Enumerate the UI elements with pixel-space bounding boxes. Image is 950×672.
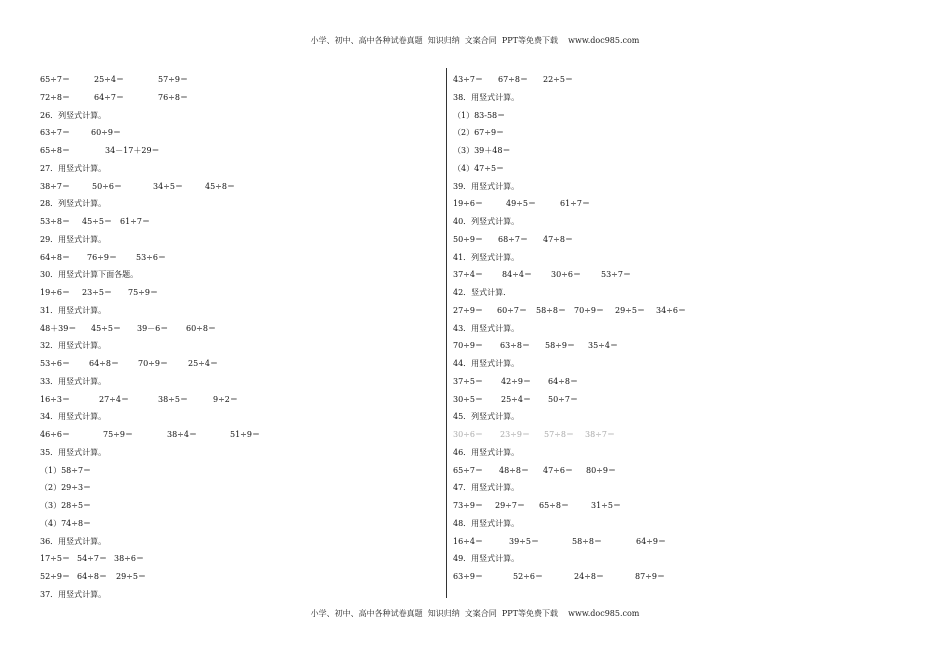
- problem-item: 75÷9＝: [128, 288, 158, 297]
- line-text: 26．列竖式计算。: [40, 110, 107, 120]
- question-line: [453, 178, 913, 196]
- problem-item: 54÷7＝: [77, 554, 107, 564]
- problem-item: 57÷8＝: [544, 430, 574, 439]
- problem-item: 60÷8＝: [186, 323, 216, 333]
- problem-item: 29÷7＝: [495, 501, 525, 510]
- problem-item: 63÷8＝: [500, 341, 530, 351]
- problem-item: 60÷9＝: [91, 128, 121, 138]
- problem-item: 47÷8＝: [543, 234, 573, 244]
- problem-item: 25÷4＝: [501, 394, 531, 404]
- problem-item: 16÷4＝: [453, 536, 483, 546]
- question-line: [40, 195, 435, 213]
- page-header: 小学、初中、高中各种试卷真题 知识归纳 文案合同 PPT等免费下载 www.doc985.com: [310, 36, 640, 45]
- problem-row: [453, 302, 913, 320]
- problem-row: [40, 426, 435, 444]
- line-text: 42．竖式计算．: [453, 288, 512, 297]
- problem-item: 52÷9＝: [40, 572, 70, 581]
- question-line: [40, 515, 435, 533]
- problem-item: 34÷5＝: [153, 181, 183, 191]
- problem-item: 42÷9＝: [501, 376, 531, 386]
- problem-row: [453, 497, 913, 515]
- problem-row: [453, 231, 913, 249]
- line-text: （2）67÷9＝: [453, 128, 505, 138]
- problem-item: 58÷9＝: [545, 341, 575, 351]
- line-text: （2）29÷3＝: [40, 483, 92, 493]
- problem-item: 60÷7＝: [497, 305, 527, 315]
- column-divider: [446, 68, 447, 598]
- problem-item: 64÷8＝: [89, 359, 119, 368]
- problem-item: 64÷7＝: [94, 92, 124, 102]
- problem-row: [453, 533, 913, 551]
- problem-item: 30÷6＝: [551, 270, 581, 280]
- line-text: 45．列竖式计算。: [453, 412, 520, 422]
- problem-item: 70÷9＝: [453, 341, 483, 351]
- problem-item: 49÷5＝: [506, 199, 536, 209]
- problem-row: [40, 284, 435, 302]
- problem-item: 48＋39＝: [40, 323, 77, 333]
- problem-row: [40, 249, 435, 267]
- problem-item: 64÷8＝: [40, 252, 70, 262]
- problem-item: 80÷9＝: [586, 465, 616, 475]
- problem-item: 29÷5＝: [116, 572, 146, 581]
- problem-row: [453, 426, 913, 444]
- question-line: [40, 302, 435, 320]
- line-text: 44．用竖式计算。: [453, 359, 520, 368]
- line-text: 48．用竖式计算。: [453, 518, 520, 528]
- problem-item: 38÷6＝: [114, 554, 144, 564]
- problem-item: 16÷3＝: [40, 394, 70, 404]
- problem-item: 70÷9＝: [574, 305, 604, 315]
- problem-item: 70÷9＝: [138, 359, 168, 368]
- problem-item: 24÷8＝: [574, 572, 604, 581]
- question-line: [453, 89, 913, 107]
- problem-item: 48÷8＝: [499, 465, 529, 475]
- question-line: [453, 142, 913, 160]
- problem-row: [453, 568, 913, 586]
- problem-item: 65÷7＝: [40, 75, 70, 84]
- problem-item: 67÷8＝: [498, 75, 528, 84]
- question-line: [453, 249, 913, 267]
- problem-item: 65÷8＝: [539, 501, 569, 510]
- question-line: [453, 444, 913, 462]
- problem-item: 27÷9＝: [453, 305, 483, 315]
- question-line: [453, 107, 913, 125]
- question-line: [453, 320, 913, 338]
- problem-item: 38÷7＝: [585, 430, 615, 439]
- line-text: 31．用竖式计算。: [40, 305, 107, 315]
- problem-item: 52÷6＝: [513, 572, 543, 581]
- problem-row: [453, 266, 913, 284]
- problem-item: 35÷4＝: [588, 341, 618, 351]
- problem-row: [453, 71, 913, 89]
- problem-row: [40, 568, 435, 586]
- problem-item: 43÷7＝: [453, 75, 483, 84]
- problem-item: 30÷5＝: [453, 394, 483, 404]
- problem-item: 19÷6＝: [40, 288, 70, 297]
- problem-item: 64÷8＝: [77, 572, 107, 581]
- problem-row: [40, 124, 435, 142]
- problem-item: 38÷7＝: [40, 181, 70, 191]
- line-text: （1）58÷7＝: [40, 465, 92, 475]
- problem-item: 39÷5＝: [509, 536, 539, 546]
- problem-item: 75÷9＝: [103, 430, 133, 439]
- line-text: 32．用竖式计算。: [40, 341, 107, 351]
- problem-item: 53÷7＝: [601, 270, 631, 280]
- left-column: [40, 71, 435, 604]
- question-line: [453, 355, 913, 373]
- question-line: [40, 373, 435, 391]
- problem-item: 29÷5＝: [615, 305, 645, 315]
- line-text: （3）28÷5＝: [40, 501, 92, 510]
- line-text: （4）47÷5＝: [453, 163, 505, 173]
- problem-item: 65÷8＝: [40, 146, 70, 155]
- problem-row: [453, 373, 913, 391]
- line-text: 43．用竖式计算。: [453, 323, 520, 333]
- problem-item: 73÷9＝: [453, 501, 483, 510]
- question-line: [453, 124, 913, 142]
- problem-item: 65÷7＝: [453, 465, 483, 475]
- question-line: [40, 160, 435, 178]
- problem-item: 34÷6＝: [656, 305, 686, 315]
- question-line: [453, 160, 913, 178]
- problem-item: 38÷4＝: [167, 430, 197, 439]
- question-line: [40, 444, 435, 462]
- line-text: 35．用竖式计算。: [40, 447, 107, 457]
- question-line: [40, 337, 435, 355]
- problem-item: 68÷7＝: [498, 234, 528, 244]
- problem-item: 76÷9＝: [87, 252, 117, 262]
- problem-item: 17÷5＝: [40, 554, 70, 564]
- problem-item: 25÷4＝: [188, 359, 218, 368]
- problem-item: 45÷5＝: [82, 217, 112, 226]
- line-text: 33．用竖式计算。: [40, 376, 107, 386]
- problem-item: 37÷4＝: [453, 270, 483, 280]
- problem-item: 22÷5＝: [543, 75, 573, 84]
- problem-item: 87÷9＝: [635, 572, 665, 581]
- line-text: 36．用竖式计算。: [40, 536, 107, 546]
- problem-item: 53÷8＝: [40, 217, 70, 226]
- line-text: 46．用竖式计算。: [453, 447, 520, 457]
- line-text: （3）39＋48＝: [453, 146, 511, 155]
- problem-item: 25÷4＝: [94, 75, 124, 84]
- problem-item: 57÷9＝: [158, 75, 188, 84]
- problem-row: [40, 142, 435, 160]
- problem-item: 61÷7＝: [120, 217, 150, 226]
- problem-row: [40, 550, 435, 568]
- page-footer: 小学、初中、高中各种试卷真题 知识归纳 文案合同 PPT等免费下载 www.doc985.com: [310, 609, 640, 618]
- problem-row: [453, 337, 913, 355]
- problem-item: 53÷6＝: [136, 252, 166, 262]
- question-line: [40, 266, 435, 284]
- line-text: 27．用竖式计算。: [40, 163, 107, 173]
- problem-item: 39－6＝: [137, 323, 169, 333]
- question-line: [453, 213, 913, 231]
- question-line: [453, 515, 913, 533]
- problem-item: 46÷6＝: [40, 430, 70, 439]
- problem-row: [40, 89, 435, 107]
- problem-row: [40, 391, 435, 409]
- problem-item: 23÷9＝: [500, 430, 530, 439]
- question-line: [453, 408, 913, 426]
- line-text: 37．用竖式计算。: [40, 589, 107, 599]
- problem-item: 19÷6＝: [453, 199, 483, 209]
- line-text: 29．用竖式计算。: [40, 234, 107, 244]
- problem-item: 38÷5＝: [158, 394, 188, 404]
- problem-item: 53÷6＝: [40, 359, 70, 368]
- problem-item: 58÷8＝: [536, 305, 566, 315]
- problem-item: 45÷5＝: [91, 323, 121, 333]
- line-text: 30．用竖式计算下面各题。: [40, 270, 139, 280]
- problem-item: 23÷5＝: [82, 288, 112, 297]
- problem-row: [40, 71, 435, 89]
- problem-item: 63÷7＝: [40, 128, 70, 138]
- line-text: 34．用竖式计算。: [40, 412, 107, 422]
- problem-item: 50÷9＝: [453, 234, 483, 244]
- problem-row: [453, 195, 913, 213]
- problem-item: 63÷9＝: [453, 572, 483, 581]
- question-line: [40, 533, 435, 551]
- problem-row: [453, 391, 913, 409]
- question-line: [453, 550, 913, 568]
- line-text: （1）83-58＝: [453, 110, 506, 120]
- problem-item: 72÷8＝: [40, 92, 70, 102]
- question-line: [40, 408, 435, 426]
- question-line: [40, 107, 435, 125]
- line-text: 28．列竖式计算。: [40, 199, 107, 209]
- problem-item: 47÷6＝: [543, 465, 573, 475]
- problem-row: [453, 462, 913, 480]
- question-line: [40, 479, 435, 497]
- problem-item: 31÷5＝: [591, 501, 621, 510]
- problem-row: [40, 213, 435, 231]
- problem-item: 27÷4＝: [99, 394, 129, 404]
- line-text: 40．列竖式计算。: [453, 217, 520, 226]
- question-line: [40, 231, 435, 249]
- line-text: 41．列竖式计算。: [453, 252, 520, 262]
- problem-item: 9÷2＝: [213, 394, 238, 404]
- question-line: [40, 586, 435, 604]
- line-text: 49．用竖式计算。: [453, 554, 520, 564]
- line-text: 47．用竖式计算。: [453, 483, 520, 493]
- problem-row: [40, 320, 435, 338]
- problem-item: 58÷8＝: [572, 536, 602, 546]
- problem-item: 64÷9＝: [636, 536, 666, 546]
- problem-item: 30÷6＝: [453, 430, 483, 439]
- question-line: [453, 479, 913, 497]
- problem-item: 34－17＋29＝: [105, 146, 160, 155]
- problem-item: 50÷7＝: [548, 394, 578, 404]
- question-line: [40, 462, 435, 480]
- problem-row: [40, 178, 435, 196]
- problem-item: 64÷8＝: [548, 376, 578, 386]
- problem-item: 50÷6＝: [92, 181, 122, 191]
- problem-item: 37÷5＝: [453, 376, 483, 386]
- right-column: [453, 71, 913, 586]
- problem-row: [40, 355, 435, 373]
- line-text: （4）74÷8＝: [40, 518, 92, 528]
- question-line: [453, 284, 913, 302]
- question-line: [40, 497, 435, 515]
- line-text: 39．用竖式计算。: [453, 181, 520, 191]
- problem-item: 45÷8＝: [205, 181, 235, 191]
- problem-item: 61÷7＝: [560, 199, 590, 209]
- problem-item: 51÷9＝: [230, 430, 260, 439]
- line-text: 38．用竖式计算。: [453, 92, 520, 102]
- problem-item: 84÷4＝: [502, 270, 532, 280]
- problem-item: 76÷8＝: [158, 92, 188, 102]
